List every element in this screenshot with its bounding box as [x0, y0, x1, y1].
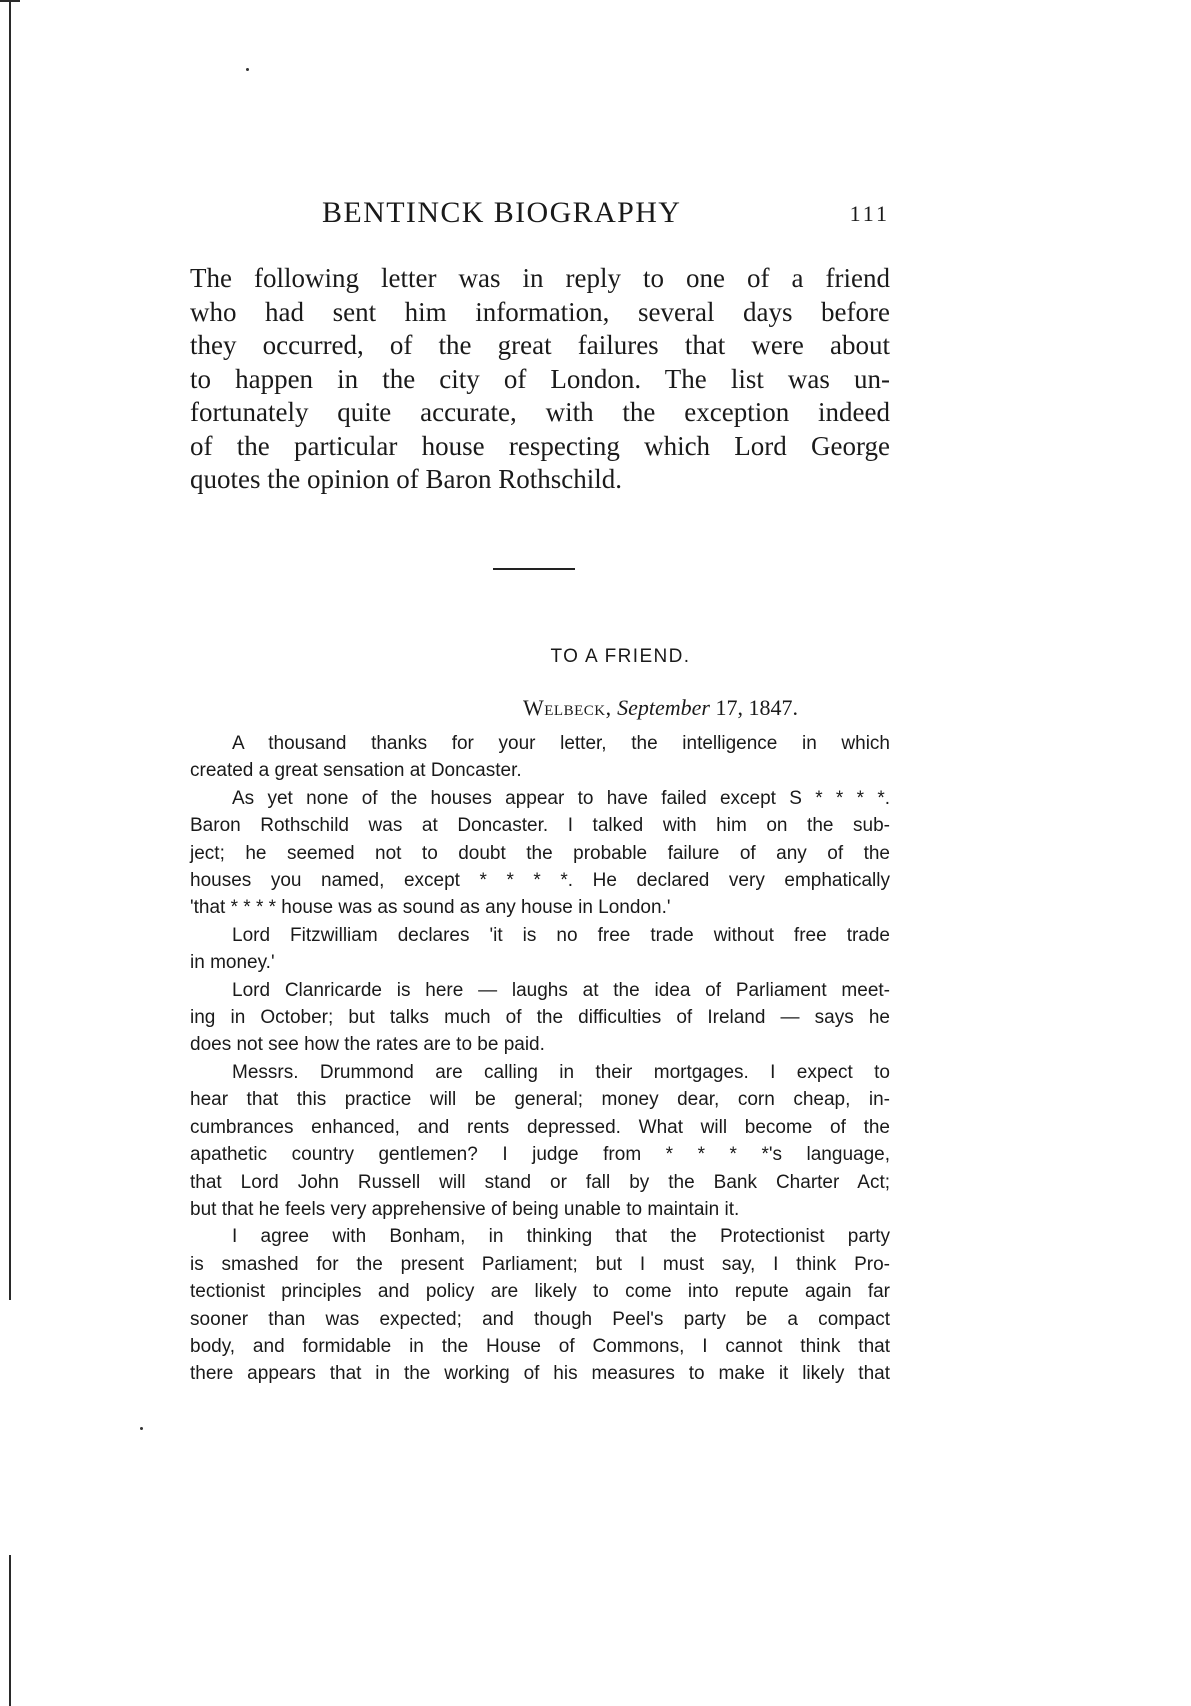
letter-line: does not see how the rates are to be paid.: [190, 1034, 545, 1056]
intro-line: of the particular house respecting which Lord George: [190, 430, 890, 461]
intro-line: quotes the opinion of Baron Rothschild.: [190, 464, 622, 494]
running-title: BENTINCK BIOGRAPHY: [322, 196, 682, 229]
letter-line: hear that this practice will be general; money dear, corn cheap, in-: [190, 1089, 890, 1111]
letter-line: A thousand thanks for your letter, the intelligence in which: [232, 733, 890, 754]
letter-line: created a great sensation at Doncaster.: [190, 760, 522, 782]
scan-speck: [140, 1427, 143, 1430]
letter-line: houses you named, except * * * *. He declared very emphatically: [190, 870, 890, 892]
section-divider-rule: [493, 568, 575, 570]
intro-paragraph: [190, 262, 890, 497]
letter-paragraph: [190, 1223, 890, 1387]
letter-paragraph: [190, 730, 890, 785]
letter-paragraph: [190, 1059, 890, 1223]
letter-line: body, and formidable in the House of Commons, I cannot think that: [190, 1335, 890, 1357]
running-head: [190, 196, 890, 236]
letter-line: Lord Clanricarde is here — laughs at the idea of Parliament meet-: [232, 979, 890, 1001]
letter-line: Baron Rothschild was at Doncaster. I talked with him on the sub-: [190, 815, 890, 837]
intro-line: they occurred, of the great failures that were about: [190, 330, 890, 360]
letter-paragraph: [190, 977, 890, 1059]
letter-dateline: [523, 695, 798, 721]
dateline-month: September: [617, 695, 710, 720]
letter-line: sooner than was expected; and though Peel's party be a compact: [190, 1308, 890, 1330]
scan-edge-line-lower: [9, 1555, 11, 1706]
letter-line: that Lord John Russell will stand or fall by the Bank Charter Act;: [190, 1171, 890, 1193]
letter-line: Lord Fitzwilliam declares 'it is no free trade without free trade: [232, 924, 890, 946]
letter-line: but that he feels very apprehensive of being unable to maintain it.: [190, 1198, 740, 1220]
letter-line: ing in October; but talks much of the difficulties of Ireland — says he: [190, 1007, 890, 1029]
letter-line: tectionist principles and policy are likely to come into repute again far: [190, 1281, 890, 1303]
intro-line: The following letter was in reply to one of a friend: [190, 263, 890, 293]
intro-line: fortunately quite accurate, with the exception indeed: [190, 397, 890, 427]
letter-line: in money.': [190, 952, 275, 974]
dateline-date: 17, 1847.: [715, 695, 798, 720]
letter-paragraph: [190, 922, 890, 977]
letter-line: Messrs. Drummond are calling in their mortgages. I expect to: [232, 1061, 890, 1083]
letter-line: I agree with Bonham, in thinking that the Protectionist party: [232, 1226, 890, 1248]
letter-line: cumbrances enhanced, and rents depressed. What will become of the: [190, 1116, 890, 1138]
letter-paragraph: [190, 785, 890, 922]
letter-line: As yet none of the houses appear to have failed except S * * * *.: [232, 787, 890, 809]
letter-heading: TO A FRIEND.: [550, 646, 691, 667]
page-number: 111: [849, 201, 890, 226]
letter-line: apathetic country gentlemen? I judge from * * * *'s language,: [190, 1144, 890, 1166]
scan-speck: [246, 68, 249, 71]
letter-body: [190, 730, 890, 1388]
letter-line: there appears that in the working of his measures to make it likely that: [190, 1363, 890, 1385]
intro-line: who had sent him information, several days before: [190, 296, 890, 327]
letter-line: 'that * * * * house was as sound as any house in London.': [190, 897, 671, 919]
letter-line: is smashed for the present Parliament; but I must say, I think Pro-: [190, 1253, 890, 1275]
dateline-place: Welbeck,: [523, 695, 612, 720]
intro-line: to happen in the city of London. The list was un-: [190, 363, 890, 394]
letter-line: ject; he seemed not to doubt the probable failure of any of the: [190, 842, 890, 864]
